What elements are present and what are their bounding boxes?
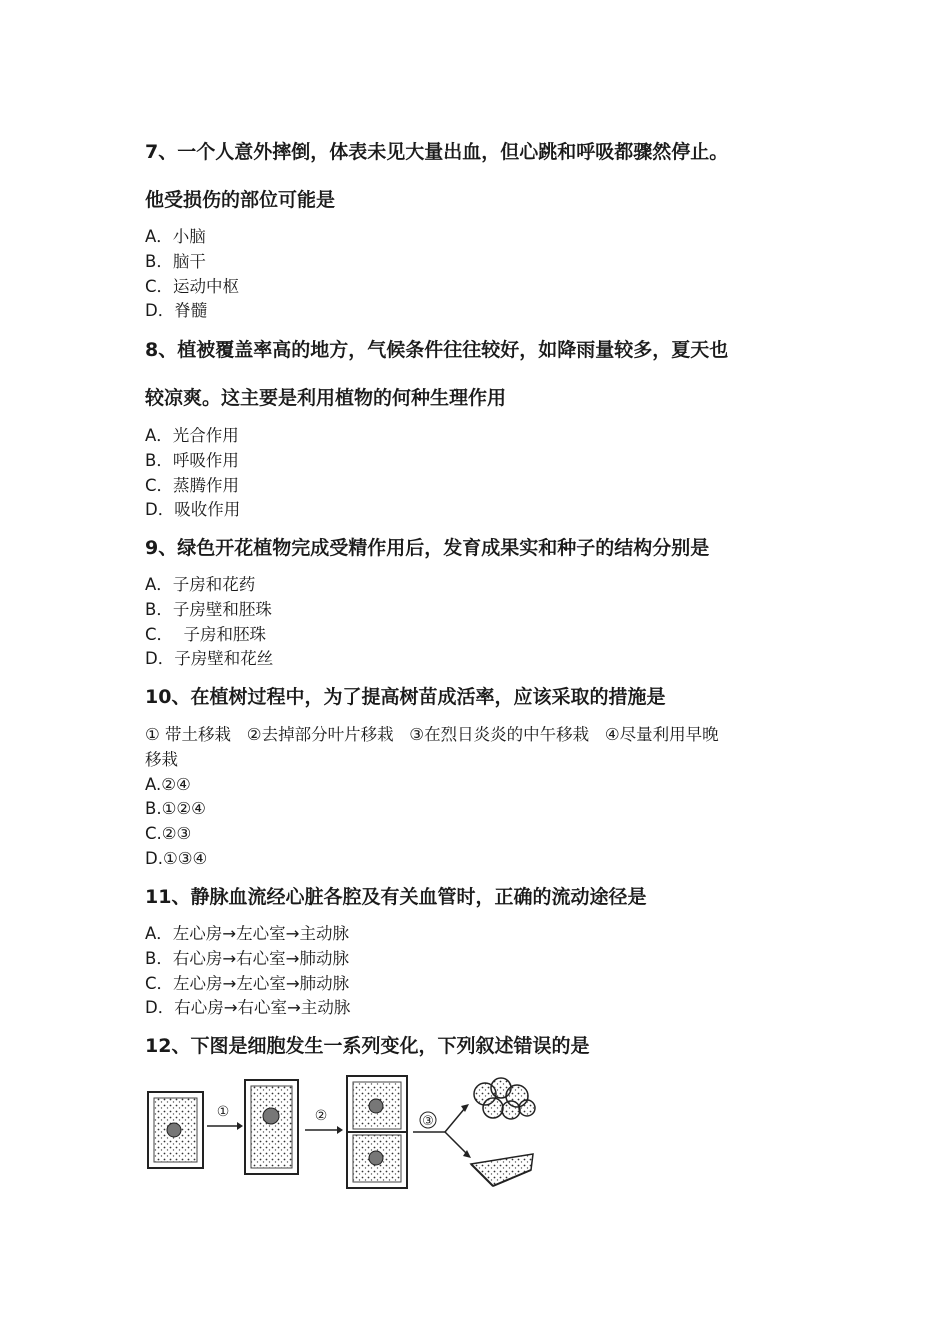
statement-list: ① 带土移栽 ②去掉部分叶片移栽 ③在烈日炎炎的中午移栽 ④尽量利用早晚 — [145, 725, 719, 744]
option-a: A．子房和花药 — [145, 575, 256, 594]
question-8-title-line-1: 8、植被覆盖率高的地方，气候条件往往较好，如降雨量较多，夏天也 — [145, 339, 729, 361]
option-d: D．吸收作用 — [145, 500, 241, 520]
option-b: B．右心房→右心室→肺动脉 — [145, 948, 349, 968]
question-9-title: 9、绿色开花植物完成受精作用后，发育成果实和种子的结构分别是 — [145, 537, 710, 559]
option-a: A．光合作用 — [145, 426, 239, 445]
option-c: C． 子房和胚珠 — [145, 624, 267, 644]
option-a: A．左心房→左心室→主动脉 — [145, 924, 349, 943]
question-10-title: 10、在植树过程中，为了提高树苗成活率，应该采取的措施是 — [145, 686, 666, 708]
option-d: D．脊髓 — [145, 301, 208, 321]
option-c: C.②③ — [145, 824, 192, 844]
option-c: C．蒸腾作用 — [145, 475, 240, 495]
question-11-options — [145, 922, 350, 1021]
option-d: D．子房壁和花丝 — [145, 649, 274, 669]
tissue-cluster-top — [474, 1078, 535, 1119]
option-c: C．左心房→左心室→肺动脉 — [145, 973, 350, 993]
cell-3-divided — [347, 1076, 407, 1188]
option-d: D．右心房→右心室→主动脉 — [145, 998, 351, 1018]
statement-list-continued: 移栽 — [145, 749, 178, 769]
question-8-title-line-2: 较凉爽。这主要是利用植物的何种生理作用 — [145, 387, 507, 409]
step-label-2: ② — [314, 1108, 328, 1124]
option-c: C．运动中枢 — [145, 276, 240, 296]
question-12-title: 12、下图是细胞发生一系列变化，下列叙述错误的是 — [145, 1035, 590, 1057]
question-11-title: 11、静脉血流经心脏各腔及有关血管时，正确的流动途径是 — [145, 886, 647, 908]
option-d: D.①③④ — [145, 848, 208, 868]
cell-1 — [148, 1092, 203, 1168]
arrow-1 — [207, 1104, 243, 1130]
cell-change-diagram — [145, 1068, 540, 1193]
question-9-options — [145, 573, 273, 672]
question-7-title-line-1: 7、一个人意外摔倒，体表未见大量出血，但心跳和呼吸都骤然停止。 — [145, 141, 729, 163]
arrow-2 — [305, 1108, 343, 1134]
option-b: B．呼吸作用 — [145, 450, 239, 470]
cell-2 — [245, 1080, 298, 1174]
question-8-options — [145, 424, 240, 523]
arrow-3 — [413, 1104, 471, 1158]
option-a: A.②④ — [145, 774, 191, 794]
option-a: A．小脑 — [145, 227, 206, 246]
option-b: B．脑干 — [145, 251, 206, 271]
step-label-3: ③ — [422, 1114, 434, 1129]
option-b: B．子房壁和胚珠 — [145, 599, 272, 619]
question-7-title-line-2: 他受损伤的部位可能是 — [145, 189, 336, 211]
step-label-1: ① — [216, 1104, 230, 1120]
question-10-options — [145, 723, 719, 872]
question-7-options — [145, 225, 239, 324]
tissue-layer-bottom — [471, 1154, 533, 1186]
option-b: B.①②④ — [145, 799, 206, 819]
